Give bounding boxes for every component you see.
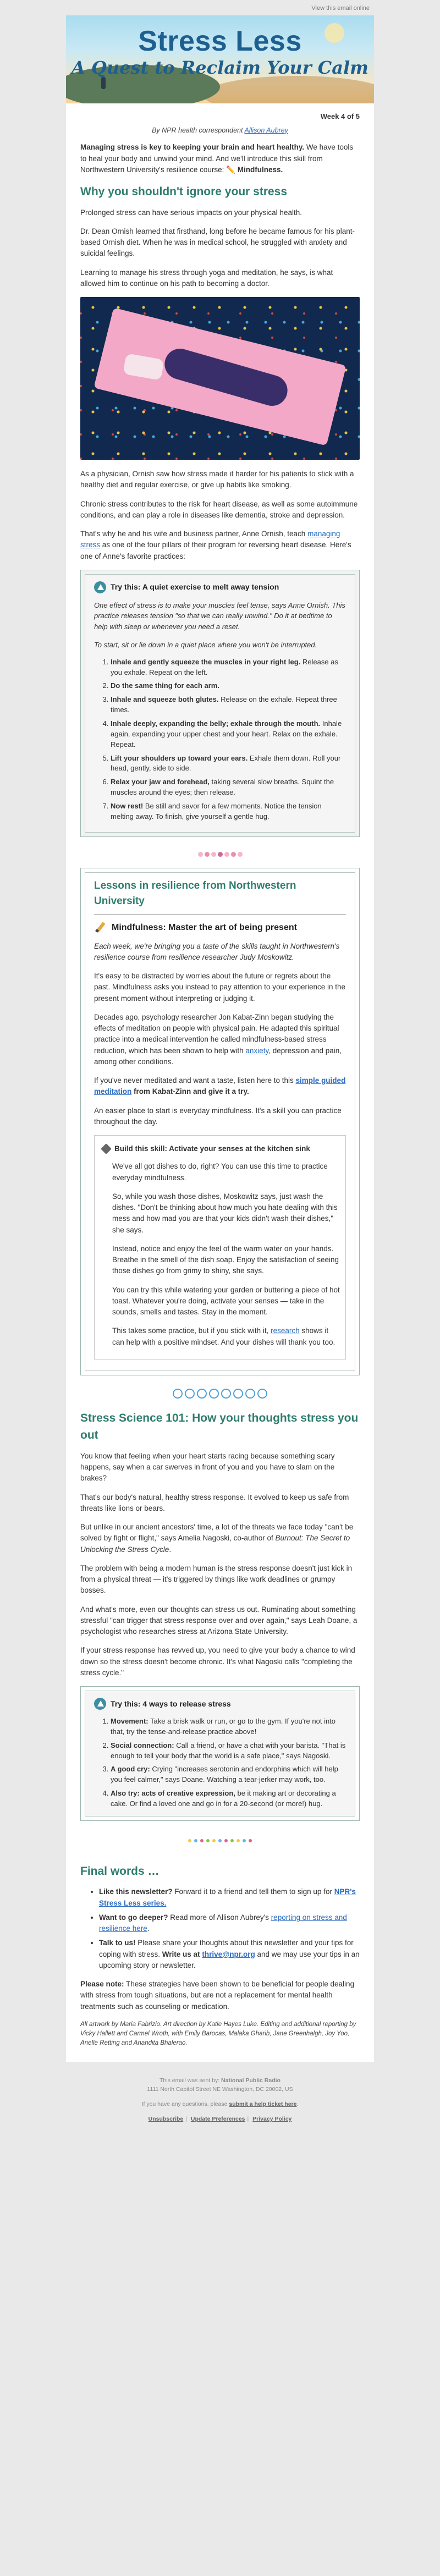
skill-heading-text: Build this skill: Activate your senses at the kitchen sink <box>114 1144 310 1153</box>
intro-bold: Managing stress is key to keeping your brain and heart healthy. <box>80 143 305 152</box>
text: from Kabat-Zinn and give it a try. <box>131 1087 249 1096</box>
disclaimer <box>80 1979 360 2012</box>
text: But unlike in our ancient ancestors' time, a lot of the threats we face today "can't be solved by fight or flight," says Amelia Nagoski, co-author of <box>80 1523 354 1543</box>
step-text: Call a friend, or have a chat with your barista. "That is enough to tell your body that the world is a safe place," says Nagoski. <box>111 1741 346 1760</box>
resting-woman-illustration <box>80 297 360 460</box>
privacy-policy-link[interactable]: Privacy Policy <box>252 2115 292 2122</box>
final-item <box>99 1886 360 1909</box>
research-link[interactable]: research <box>271 1326 300 1335</box>
try-this-icon <box>94 581 106 593</box>
credits: All artwork by Maria Fabrizio. Art direction by Katie Hayes Luke. Editing and additional reporting by Vicky Hallett and Carmel Wroth, with Emily Barocas, Malaka Gharib, Jane Greenhalgh, Joy Yoo, Arielle Retting and Anandita Bhalerao. <box>80 2021 356 2047</box>
tip-step <box>111 801 346 822</box>
text: as one of the four pillars of their program for reversing heart disease. Here's one of Anne's favorite practices: <box>80 541 351 560</box>
item-bold: Write us at <box>162 1950 202 1958</box>
confetti-divider <box>80 1830 360 1852</box>
tip-box-release <box>80 1686 360 1821</box>
final-item <box>99 1937 360 1971</box>
view-online-link[interactable]: View this email online <box>311 5 370 12</box>
step-text: Inhale again, expanding your upper chest and your heart. Relax on the exhale. Repeat. <box>111 719 342 748</box>
science-paragraph: You know that feeling when your heart starts racing because something scary happens, say when a car swerves in front of you and you have to slam on the brakes? <box>80 1451 335 1483</box>
sender-name: National Public Radio <box>221 2077 280 2084</box>
main-content <box>66 103 374 2062</box>
step-text: Exhale them down. Roll your head, gently, side to side. <box>111 753 341 773</box>
mindfulness-heading-text: Mindfulness: Master the art of being present <box>112 922 297 932</box>
text: Decades ago, psychology researcher Jon Kabat-Zinn began studying the effects of meditation on people with physical pain. He adapted this spiritual practice into a medical intervention he called mindfulness-based stress reduction, which has been shown to help with <box>94 1012 339 1055</box>
item-bold: Like this newsletter? <box>99 1887 173 1896</box>
step-text: taking several slow breaths. Squint the muscles around the eyes; then release. <box>111 778 334 797</box>
tip-box-inner <box>85 1691 355 1817</box>
step-text: Release on the exhale. Repeat three times. <box>111 695 337 714</box>
section-heading-final: Final words … <box>80 1864 160 1878</box>
lessons-paragraph <box>94 1075 346 1098</box>
step-bold: Inhale and gently squeeze the muscles in your right leg. <box>111 657 301 666</box>
note-text: These strategies have been shown to be beneficial for people dealing with stress from tough situations, but are not a replacement for mental health treatments such as counseling or medication. <box>80 1980 355 2011</box>
update-preferences-link[interactable]: Update Preferences <box>190 2115 245 2122</box>
step-bold: Lift your shoulders up toward your ears. <box>111 753 248 762</box>
intro-paragraph <box>80 142 360 175</box>
step-bold: Relax your jaw and forehead, <box>111 778 210 786</box>
lessons-paragraph: An easier place to start is everyday mindfulness. It's a skill you can practice throughout the day. <box>94 1106 342 1126</box>
flower-divider <box>80 846 360 863</box>
tip-step <box>111 719 346 750</box>
tip-heading-text: Try this: A quiet exercise to melt away tension <box>111 582 279 592</box>
text: If you have any questions, please <box>141 2101 229 2108</box>
managing-stress-link[interactable]: managing stress <box>80 530 340 549</box>
tip-step <box>111 1716 346 1737</box>
step-bold: Also try: acts of creative expression, <box>111 1789 235 1798</box>
text: shows it can help with a positive mindset. And your dishes will thank you too. <box>112 1326 336 1346</box>
tip-step <box>111 695 346 715</box>
try-this-icon <box>94 1698 106 1710</box>
tip-step <box>111 777 346 798</box>
step-bold: A good cry: <box>111 1765 150 1774</box>
tip-box-inner <box>85 574 355 833</box>
note-bold: Please note: <box>80 1980 124 1989</box>
tip-steps <box>94 1716 346 1809</box>
anxiety-link[interactable]: anxiety <box>245 1046 269 1055</box>
tip-box-tension <box>80 570 360 837</box>
address: 1111 North Capitol Street NE Washington, DC 20002, US <box>147 2086 293 2093</box>
skill-paragraph: You can try this while watering your garden or buttering a piece of hot toast. Whatever you're doing, activate your senses — take in the sounds, smells and tastes. Stay in the moment. <box>112 1285 340 1317</box>
text: Forward it to a friend and tell them to sign up for <box>172 1887 334 1896</box>
newsletter-title: Stress Less <box>138 25 302 57</box>
final-words <box>80 1863 360 2049</box>
item-bold: Want to go deeper? <box>99 1913 168 1922</box>
skill-paragraph: We've all got dishes to do, right? You can use this time to practice everyday mindfulness. <box>112 1162 328 1182</box>
tip-prep: To start, sit or lie down in a quiet place where you won't be interrupted. <box>94 641 317 649</box>
tip-intro: One effect of stress is to make your muscles feel tense, says Anne Ornish. This practice releases tension "so that we can really unwind." Do it at bedtime to help with sleep or whenever you need a reset. <box>94 601 345 631</box>
science-paragraph: That's our body's natural, healthy stress response. It evolved to keep us safe from threats like lions or bears. <box>80 1493 349 1512</box>
text: This email was sent by: <box>160 2077 222 2084</box>
sender-line <box>0 2076 440 2085</box>
why-paragraph <box>80 529 360 562</box>
skill-paragraph <box>112 1325 340 1348</box>
text: That's why he and his wife and business partner, Anne Ornish, teach <box>80 530 308 538</box>
intro-skill: Mindfulness. <box>237 165 283 174</box>
text: Read more of Allison Aubrey's <box>168 1913 271 1922</box>
guided-meditation-link[interactable]: simple guided meditation <box>94 1076 346 1096</box>
section-heading-why: Why you shouldn't ignore your stress <box>80 185 288 198</box>
lessons-heading: Lessons in resilience from Northwestern University <box>94 879 296 907</box>
final-list <box>80 1886 360 1971</box>
science-paragraph: And what's more, even our thoughts can stress us out. Ruminating about something stressful "can trigger that stress response over and over again," says Leah Doane, a psychologist who researches stress at Arizona State University. <box>80 1605 358 1636</box>
tip-step <box>111 681 346 691</box>
text: . <box>147 1924 150 1933</box>
tip-step <box>111 1788 346 1809</box>
tip-heading-text: Try this: 4 ways to release stress <box>111 1699 231 1708</box>
hero-banner <box>66 15 374 103</box>
why-paragraph: Learning to manage his stress through yoga and meditation, he says, is what allowed him to continue on his path to becoming a doctor. <box>80 268 333 288</box>
person-silhouette <box>101 77 106 89</box>
why-paragraph: Prolonged stress can have serious impacts on your physical health. <box>80 208 302 217</box>
lessons-paragraph <box>94 1012 346 1067</box>
step-bold: Now rest! <box>111 801 144 810</box>
mindfulness-heading <box>94 921 346 934</box>
step-bold: Inhale deeply, expanding the belly; exhale through the mouth. <box>111 719 321 728</box>
step-bold: Social connection: <box>111 1741 174 1749</box>
tools-icon <box>101 1143 112 1154</box>
lessons-intro: Each week, we're bringing you a taste of the skills taught in Northwestern's resilience course from resilience researcher Judy Moskowitz. <box>94 942 340 961</box>
text: , depression and pain, among other conditions. <box>94 1046 342 1066</box>
reporting-link[interactable]: reporting on stress and resilience here <box>99 1913 347 1933</box>
text: . <box>296 2101 299 2108</box>
footer-links: Unsubscribe | Update Preferences | Privacy Policy <box>148 2115 292 2122</box>
step-bold: Inhale and squeeze both glutes. <box>111 695 219 704</box>
byline <box>80 125 360 136</box>
tip-step <box>111 753 346 774</box>
pencil-emoji-icon: ✏️ <box>226 165 235 174</box>
byline-prefix: By NPR health correspondent <box>152 126 245 134</box>
lessons-divider <box>94 914 346 915</box>
top-bar <box>0 0 440 15</box>
science-paragraph: The problem with being a modern human is the stress response doesn't just kick in from a physical threat — it's triggered by things like work deadlines or grumpy bosses. <box>80 1564 353 1595</box>
tip-step <box>111 1764 346 1785</box>
help-ticket-link[interactable]: submit a help ticket here <box>229 2101 297 2108</box>
section-heading-science: Stress Science 101: How your thoughts stress you out <box>80 1411 359 1442</box>
step-text: be it making art or decorating a cake. Or find a loved one and go in for a 20-second (or more!) hug. <box>111 1789 336 1808</box>
step-bold: Do the same thing for each arm. <box>111 681 219 690</box>
text: This takes some practice, but if you stick with it, <box>112 1326 271 1335</box>
science-paragraph <box>80 1522 360 1555</box>
stress-less-series-link[interactable]: NPR's Stress Less series. <box>99 1887 356 1907</box>
why-paragraph: Dr. Dean Ornish learned that firsthand, long before he became famous for his plant-based Ornish diet. When he was in medical school, he struggled with anxiety and suicidal feelings. <box>80 227 355 258</box>
why-paragraph: As a physician, Ornish saw how stress made it harder for his patients to stick with a healthy diet and regular exercise, or give up habits like smoking. <box>80 470 354 489</box>
text: Please share your thoughts about this newsletter and your tips for coping with stress. <box>99 1939 354 1958</box>
text: . <box>169 1545 172 1554</box>
lessons-box <box>80 868 360 1375</box>
book-title: Burnout: The Secret to Unlocking the Stress Cycle <box>80 1534 350 1554</box>
step-text: Be still and savor for a few moments. Notice the tension melting away. To finish, give yourself a gentle hug. <box>111 801 322 821</box>
email-link[interactable]: thrive@npr.org <box>202 1950 255 1958</box>
step-text: Take a brisk walk or run, or go to the gym. If you're not into that, try the tense-and-release practice above! <box>111 1717 336 1736</box>
skill-paragraph: So, while you wash those dishes, Moskowitz says, just wash the dishes. "Don't be thinking about how much you hate dealing with this mess and how mad you are that your kids didn't wash their dishes," she says. <box>112 1192 338 1234</box>
step-text: Crying "increases serotonin and endorphins which will help you feel calmer," says Doane. Watching a tear-jerker may work, too. <box>111 1765 338 1784</box>
tip-heading <box>94 581 346 593</box>
tip-step <box>111 657 346 678</box>
text: and we may use your tips in an upcoming story or newsletter. <box>99 1950 360 1969</box>
lessons-inner <box>85 872 355 1371</box>
hill-illustration <box>204 76 374 103</box>
pencil-icon <box>94 922 106 934</box>
skill-box <box>94 1135 346 1359</box>
week-indicator: Week 4 of 5 <box>320 112 360 120</box>
tip-heading <box>94 1698 346 1710</box>
lessons-paragraph: It's easy to be distracted by worries about the future or regrets about the past. Mindfulness asks you instead to pay attention to your experience in the present moment without interpreting or judging it. <box>94 972 346 1003</box>
step-bold: Movement: <box>111 1717 148 1726</box>
author-link[interactable]: Allison Aubrey <box>244 126 288 134</box>
item-bold: Talk to us! <box>99 1939 136 1947</box>
bubble-divider <box>80 1385 360 1402</box>
intro-text: We have tools to heal your body and unwind your mind. And we'll introduce this skill from Northwestern University's resilience course: <box>80 143 354 174</box>
skill-paragraph: Instead, notice and enjoy the feel of the warm water on your hands. Breathe in the smell of the dish soap. Enjoy the satisfaction of seeing those dishes go from grimy to shiny, she says. <box>112 1244 339 1275</box>
science-paragraph: If your stress response has revved up, you need to give your body a chance to wind down so the stress doesn't become chronic. It's what Nagoski calls "completing the stress cycle." <box>80 1646 355 1677</box>
text: If you've never meditated and want a taste, listen here to this <box>94 1076 296 1085</box>
unsubscribe-link[interactable]: Unsubscribe <box>148 2115 184 2122</box>
newsletter-subtitle: A Quest to Reclaim Your Calm <box>71 57 369 78</box>
tip-step <box>111 1741 346 1762</box>
why-paragraph: Chronic stress contributes to the risk for heart disease, as well as some autoimmune conditions, and can play a role in diseases like dementia, stroke and depression. <box>80 499 358 519</box>
email-body <box>66 15 374 2062</box>
skill-heading <box>102 1143 340 1154</box>
tip-steps <box>94 657 346 822</box>
footer <box>0 2062 440 2135</box>
final-item <box>99 1912 360 1935</box>
questions-line <box>0 2100 440 2109</box>
step-text: Release as you exhale. Repeat on the left. <box>111 657 338 676</box>
